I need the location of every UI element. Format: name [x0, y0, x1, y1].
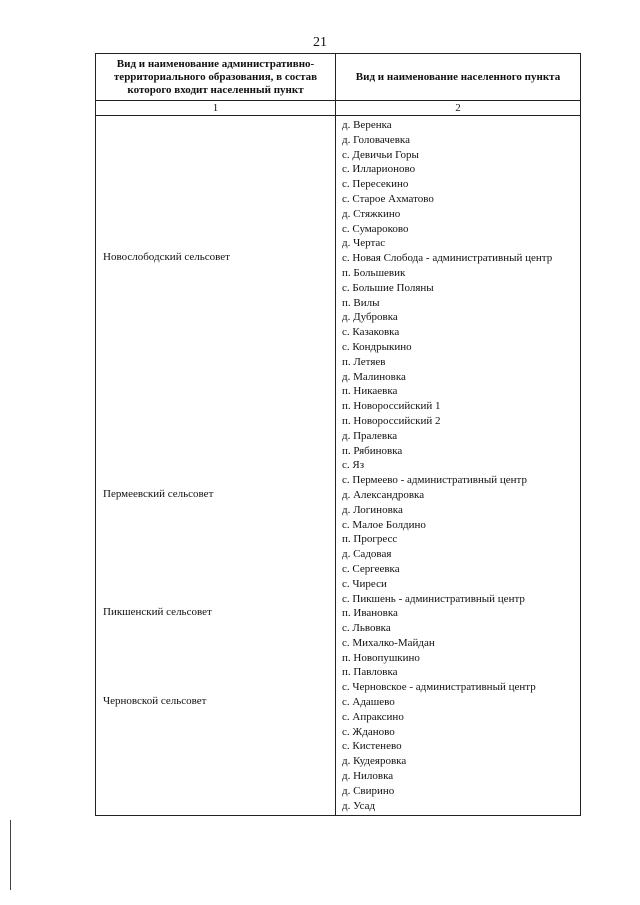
settlement-item: д. Садовая: [342, 548, 392, 561]
settlement-item: п. Павловка: [342, 666, 398, 679]
settlements-table: [95, 53, 581, 816]
settlement-item: с. Пикшень - административный центр: [342, 592, 525, 605]
settlement-item: д. Веренка: [342, 119, 392, 131]
settlement-item: п. Прогресс: [342, 533, 398, 546]
settlement-item: с. Сергеевка: [342, 562, 400, 575]
column-number-1: 1: [96, 101, 336, 115]
settlement-item: п. Новороссийский 2: [342, 414, 441, 427]
column-number-2: 2: [455, 102, 461, 114]
header-admin-unit: Вид и наименование административно-территориального образования, в состав которого входит населенный пункт: [96, 54, 336, 100]
settlement-item: с. Михалко-Майдан: [342, 636, 435, 649]
margin-rule: [10, 820, 11, 890]
settlement-item: с. Апраксино: [342, 710, 404, 723]
table-header-row: [96, 54, 580, 101]
settlement-item: д. Ниловка: [342, 770, 394, 783]
district-novoslobodsky: Новослободский сельсовет: [103, 251, 230, 263]
settlement-item: д. Чертас: [342, 237, 386, 250]
settlement-item: п. Ивановка: [342, 607, 398, 620]
settlement-item: п. Новороссийский 1: [342, 400, 441, 413]
settlement-item: п. Летяев: [342, 355, 386, 368]
settlement-item: с. Девичьи Горы: [342, 148, 419, 161]
settlement-item: с. Старое Ахматово: [342, 192, 434, 205]
district-pikshensky: Пикшенский сельсовет: [103, 606, 212, 618]
settlement-item: с. Пересекино: [342, 178, 409, 191]
settlement-item: с. Черновское - административный центр: [342, 681, 536, 694]
district-chernovskoy: Черновской сельсовет: [103, 695, 207, 707]
settlement-item: п. Рябиновка: [342, 444, 403, 457]
page-number: 21: [313, 35, 327, 50]
settlement-item: д. Кудеяровка: [342, 755, 407, 768]
header-settlement: Вид и наименование населенного пункта: [355, 70, 561, 83]
settlement-item: д. Головачевка: [342, 133, 410, 146]
district-permeevsky: Пермеевский сельсовет: [103, 488, 214, 500]
settlement-item: п. Новопушкино: [342, 651, 420, 664]
settlement-item: с. Новая Слобода - административный центр: [342, 252, 553, 265]
column-number-row: [96, 101, 580, 116]
settlement-item: п. Вилы: [342, 296, 380, 309]
settlement-item: д. Малиновка: [342, 370, 406, 383]
settlement-item: с. Львовка: [342, 622, 391, 635]
settlement-item: с. Яз: [342, 459, 365, 472]
settlement-item: с. Малое Болдино: [342, 518, 426, 531]
settlement-item: д. Александровка: [342, 488, 425, 501]
admin-unit-column: [96, 116, 336, 815]
settlement-item: с. Большие Поляны: [342, 281, 434, 294]
settlement-item: с. Казаковка: [342, 326, 400, 339]
settlement-item: д. Логиновка: [342, 503, 403, 516]
settlement-item: д. Стяжкино: [342, 207, 401, 220]
settlement-item: с. Сумароково: [342, 222, 409, 235]
settlement-item: с. Адашево: [342, 696, 395, 709]
settlement-item: с. Кондрыкино: [342, 340, 412, 353]
settlement-item: п. Большевик: [342, 266, 406, 279]
settlement-item: д. Усад: [342, 799, 376, 812]
settlement-item: д. Свирино: [342, 784, 395, 797]
settlement-item: д. Пралевка: [342, 429, 398, 442]
settlement-item: с. Илларионово: [342, 163, 416, 176]
settlement-item: с. Пермеево - административный центр: [342, 474, 527, 487]
settlement-item: с. Жданово: [342, 725, 395, 738]
settlement-item: п. Никаевка: [342, 385, 398, 398]
settlement-item: с. Кистенево: [342, 740, 402, 753]
settlement-item: с. Чиреси: [342, 577, 387, 590]
settlement-column: [336, 116, 580, 815]
settlement-item: д. Дубровка: [342, 311, 398, 324]
table-body: [96, 116, 580, 815]
